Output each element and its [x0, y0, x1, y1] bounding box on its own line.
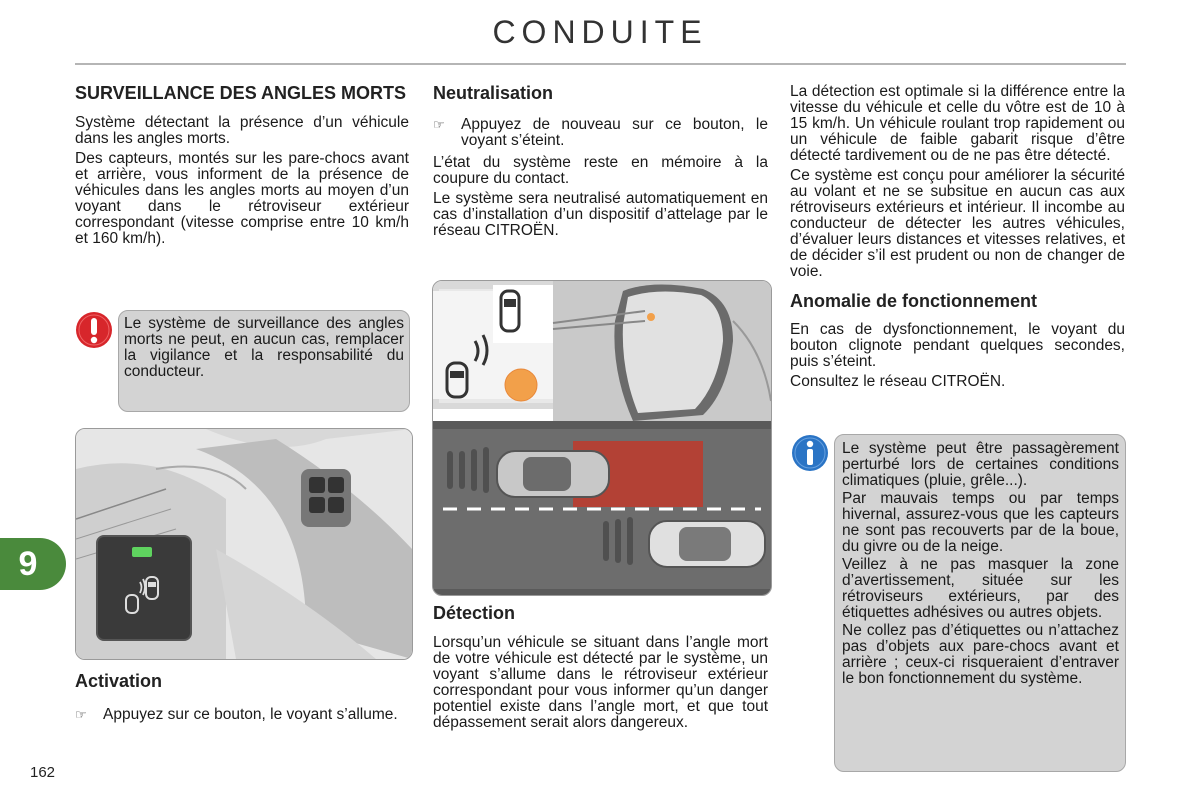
section-title-surveillance: SURVEILLANCE DES ANGLES MORTS	[75, 83, 407, 103]
detection-section	[433, 604, 768, 735]
page-number: 162	[30, 764, 56, 781]
section-title-neutralisation: Neutralisation	[433, 83, 554, 103]
button-location-illustration	[75, 428, 413, 660]
warning-exclamation-icon	[75, 311, 113, 349]
warning-text: Le système de surveillance des angles morts ne peut, en aucun cas, remplacer la vigilance et la responsabilité du conducteur.	[124, 315, 404, 380]
pointing-hand-icon: ☞	[75, 707, 87, 722]
paragraph-auto-neutralise: Le système sera neutralisé automatiquement en cas d’installation d’un dispositif d’attelage par le réseau CITROËN.	[433, 190, 768, 239]
blind-spot-button[interactable]	[96, 535, 192, 641]
paragraph-safety: Ce système est conçu pour améliorer la sécurité au volant et ne se subsitue en aucun cas aux rétroviseurs extérieurs et intérieur. Il incombe au conducteur de détecter les autres véhicules, d’évaluer leurs distances et vitesses relatives, et de décider s’il est prudent ou non de changer de voie.	[790, 167, 1125, 280]
warning-box	[118, 310, 410, 412]
pointing-hand-icon: ☞	[433, 117, 445, 132]
info-box	[834, 434, 1126, 772]
section-title-detection: Détection	[433, 603, 516, 623]
activation-bullet-text: Appuyez sur ce bouton, le voyant s’allume.	[103, 706, 398, 723]
column-1	[75, 84, 409, 251]
info-paragraph-labels: Ne collez pas d’étiquettes ou n’attachez pas d’objets aux pare-chocs avant et arrière ; ceux-ci risqueraient d’entraver le bon fonctionnement du système.	[842, 622, 1119, 687]
column-3	[790, 84, 1125, 394]
paragraph-anomalie: En cas de dysfonctionnement, le voyant du bouton clignote pendant quelques secondes, puis s’éteint.	[790, 321, 1125, 370]
info-paragraph-mask: Veillez à ne pas masquer la zone d’avertissement, située sur les rétroviseurs extérieurs, par des étiquettes adhésives ou autres objets.	[842, 556, 1119, 621]
chapter-number: 9	[18, 545, 38, 583]
page-title: CONDUITE	[492, 14, 708, 50]
section-title-activation: Activation	[75, 671, 163, 691]
section-title-anomalie: Anomalie de fonctionnement	[790, 291, 1038, 311]
header-divider	[75, 63, 1126, 65]
button-led-indicator	[132, 547, 152, 557]
neutralisation-bullet	[433, 117, 768, 149]
paragraph-intro: Système détectant la présence d’un véhicule dans les angles morts.	[75, 114, 409, 147]
activation-bullet	[75, 707, 409, 723]
paragraph-sensors: Des capteurs, montés sur les pare-chocs avant et arrière, vous informent de la présence de véhicules dans les angles morts au moyen d’un voyant dans le rétroviseur extérieur correspondant (vitesse comprise entre 10 km/h et 160 km/h).	[75, 150, 409, 247]
blind-spot-car-icon	[122, 573, 166, 617]
column-2	[433, 84, 768, 243]
paragraph-optimal-detection: La détection est optimale si la différence entre la vitesse du véhicule et celle du vôtre est de 10 à 15 km/h. Un véhicule roulant trop rapidement ou un véhicule de faible gabarit risque d’être détecté tardivement ou de ne pas être détecté.	[790, 83, 1125, 164]
info-paragraph-winter: Par mauvais temps ou par temps hivernal, assurez-vous que les capteurs ne sont pas recouverts par de la boue, du givre ou de la neige.	[842, 490, 1119, 555]
info-text	[842, 441, 1119, 687]
info-paragraph-weather: Le système peut être passagèrement perturbé lors de certaines conditions climatiques (pluie, grêle...).	[842, 440, 1119, 489]
info-icon	[791, 434, 829, 472]
neutralisation-bullet-text: Appuyez de nouveau sur ce bouton, le voyant s’éteint.	[461, 116, 768, 149]
paragraph-consult: Consultez le réseau CITROËN.	[790, 373, 1006, 390]
paragraph-detection: Lorsqu’un véhicule se situant dans l’angle mort de votre véhicule est détecté par le système, un voyant s’allume dans le rétroviseur extérieur correspondant pour vous informer qu’un danger potentiel existe dans l’angle mort, et que tout dépassement serait alors dangereux.	[433, 634, 768, 731]
activation-section	[75, 672, 409, 723]
detection-illustration	[432, 280, 772, 596]
paragraph-memory: L’état du système reste en mémoire à la coupure du contact.	[433, 154, 768, 187]
